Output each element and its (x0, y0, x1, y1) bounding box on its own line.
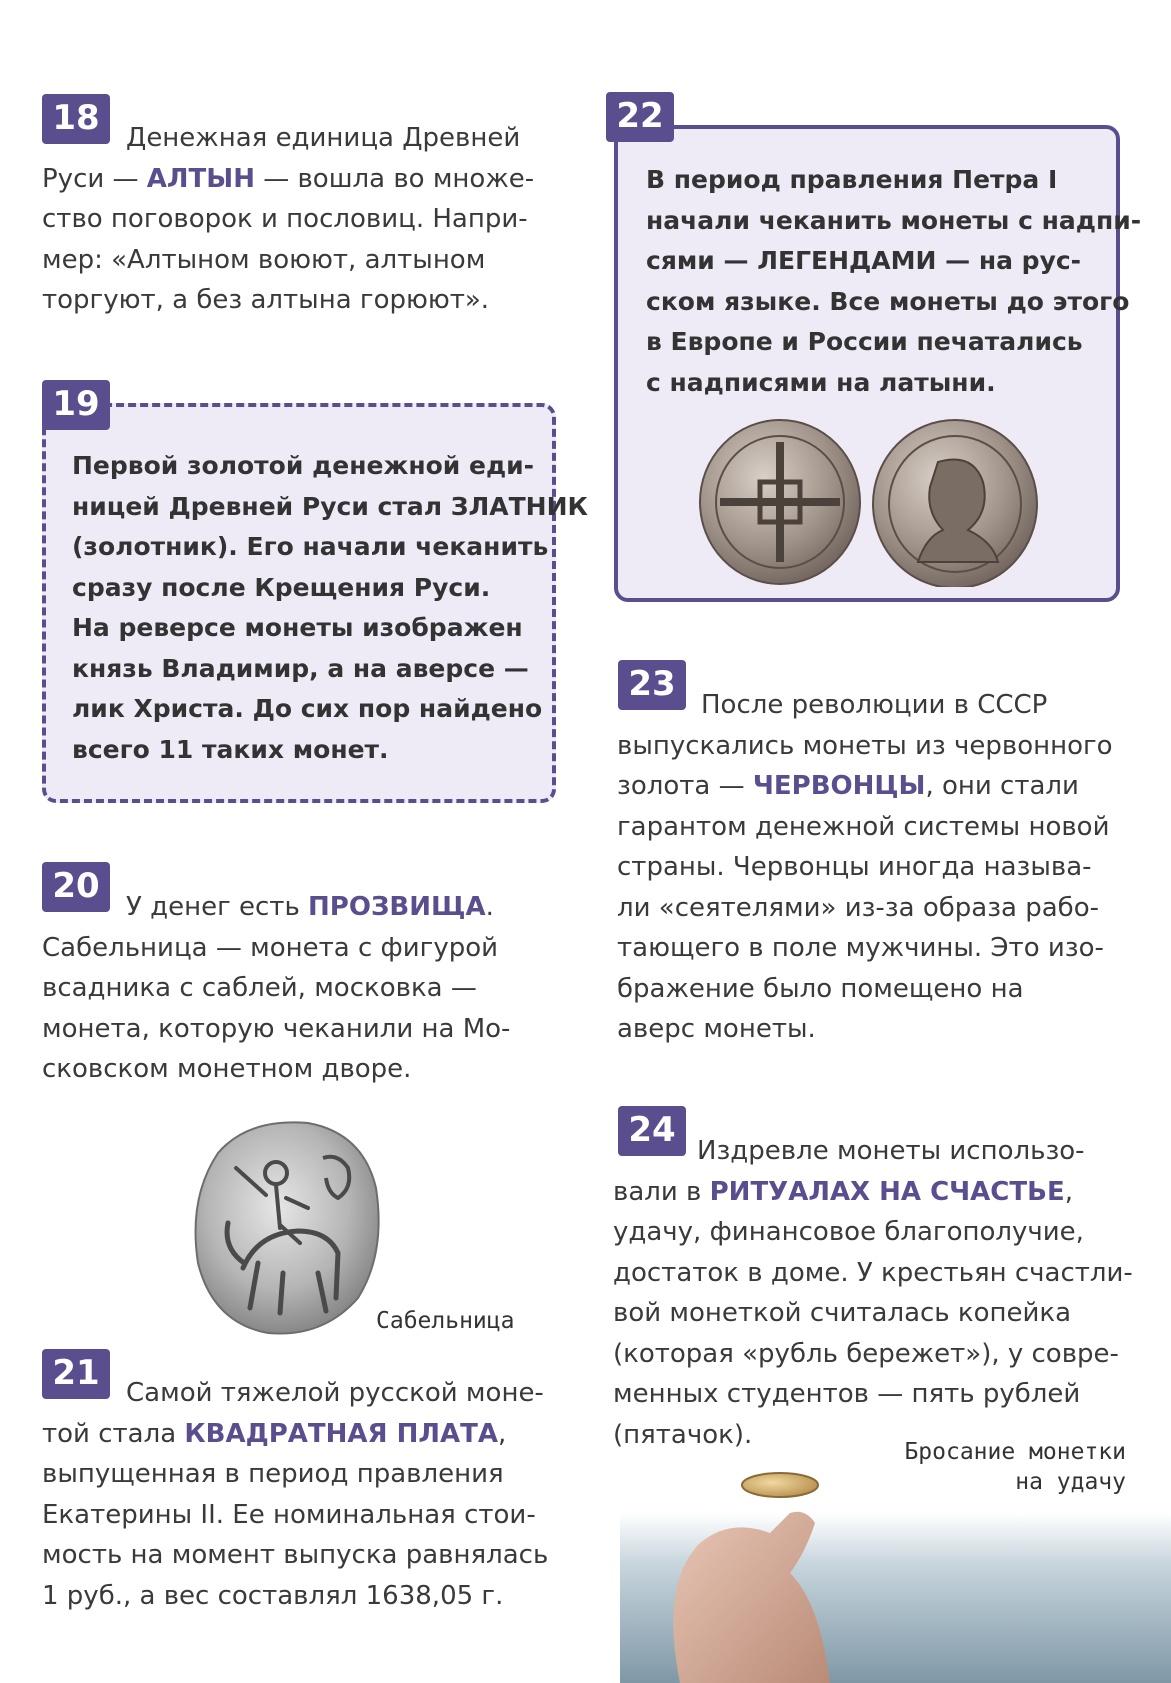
text-line (617, 685, 1113, 726)
text-line: всего 11 таких монет. (72, 734, 389, 764)
text-line (42, 1049, 510, 1090)
text-segment: ли «сеятелями» из-за образа рабо- (617, 892, 1099, 923)
fact-23-text (617, 685, 1113, 1050)
text-line (617, 847, 1113, 888)
fact-19-text (72, 446, 588, 770)
text-line (613, 1212, 1133, 1253)
text-line (42, 199, 534, 240)
text-line: в Европе и России печатались (646, 327, 1083, 356)
text-segment: торгуют, а без алтына горюют». (42, 285, 490, 315)
fact-number-24: 24 (618, 1106, 686, 1156)
text-segment: мер: «Алтыном воюют, алтыном (42, 244, 486, 275)
text-segment: вали в (613, 1176, 710, 1207)
fact-number-22: 22 (606, 92, 674, 142)
text-line (42, 1454, 548, 1495)
highlighted-term: КВАДРАТНАЯ ПЛАТА (184, 1418, 498, 1449)
text-line (42, 928, 510, 969)
text-line (42, 1495, 548, 1536)
text-segment: , они стали (925, 771, 1079, 801)
text-segment: Сабельница — монета с фигурой (42, 932, 499, 963)
coin-toss-photo (620, 1463, 1171, 1683)
highlighted-term: ЧЕРВОНЦЫ (752, 771, 926, 801)
text-segment: У денег есть (126, 892, 309, 922)
coin-toss-caption-line-2: на удачу (1015, 1469, 1126, 1495)
text-line (617, 888, 1113, 929)
text-segment: Руси — (42, 163, 147, 194)
text-line (617, 1009, 1113, 1050)
text-line: На реверсе монеты изображен (72, 613, 523, 642)
text-segment: вой монеткой считалась копейка (613, 1298, 1072, 1328)
fact-number-21: 21 (42, 1349, 110, 1399)
text-segment: Денежная единица Древней (126, 123, 521, 153)
text-segment: гарантом денежной системы новой (617, 811, 1110, 842)
text-segment: достаток в доме. У крестьян счастли- (613, 1257, 1133, 1288)
text-line (42, 887, 510, 928)
text-segment: Екатерины II. Ее номинальная стои- (42, 1499, 536, 1530)
text-line (613, 1334, 1133, 1375)
text-line (613, 1293, 1133, 1334)
text-line (42, 1373, 548, 1414)
text-segment: монета, которую чеканили на Мо- (42, 1013, 511, 1044)
text-line (613, 1374, 1133, 1415)
text-segment: (пятачок). (613, 1419, 753, 1450)
fact-number-23: 23 (618, 660, 686, 710)
text-segment: ство поговорок и пословиц. Напри- (42, 204, 528, 234)
text-line (617, 928, 1113, 969)
text-segment: всадника с саблей, московка — (42, 973, 477, 1003)
highlighted-term: ПРОЗВИЩА (308, 892, 486, 922)
fact-24-text (613, 1131, 1133, 1455)
sabelnitsa-coin-image (188, 1113, 388, 1343)
text-line: лик Христа. До сих пор найдено (72, 694, 543, 723)
text-line (613, 1172, 1133, 1213)
text-segment: выпущенная в период правления (42, 1459, 504, 1489)
text-segment: страны. Червонцы иногда называ- (617, 852, 1092, 882)
sabelnitsa-caption: Сабельница (376, 1308, 515, 1334)
fact-number-20: 20 (42, 862, 110, 912)
text-line (42, 968, 510, 1009)
text-line (42, 1535, 548, 1576)
text-segment: , (497, 1418, 507, 1449)
text-line: с надписями на латыни. (646, 367, 996, 397)
text-segment: Самой тяжелой русской моне- (126, 1378, 544, 1408)
coin-toss-caption-line-1: Бросание монетки (904, 1439, 1126, 1465)
text-line (42, 280, 534, 321)
fact-21-text (42, 1373, 548, 1616)
text-segment: , (1064, 1176, 1073, 1207)
text-line (617, 766, 1113, 807)
text-line: В период правления Петра I (646, 165, 1058, 194)
fact-22-text (646, 160, 1141, 403)
highlighted-term: РИТУАЛАХ НА СЧАСТЬЕ (709, 1176, 1065, 1207)
highlighted-term: АЛТЫН (146, 163, 255, 194)
text-segment: удачу, финансовое благополучие, (613, 1217, 1084, 1247)
text-segment: менных студентов — пять рублей (613, 1379, 1081, 1409)
text-segment: сковском монетном дворе. (42, 1054, 412, 1084)
text-line: Первой золотой денежной еди- (72, 451, 535, 480)
text-line (42, 1576, 548, 1617)
text-line (613, 1131, 1133, 1172)
text-segment: выпускались монеты из червонного (617, 730, 1113, 761)
fact-number-19: 19 (42, 380, 110, 430)
fact-18-text (42, 118, 534, 321)
text-line (617, 807, 1113, 848)
fact-20-text (42, 887, 510, 1090)
text-segment: — вошла во множе- (254, 163, 535, 194)
fact-number-18: 18 (42, 94, 110, 144)
text-line (42, 1009, 510, 1050)
text-line: начали чеканить монеты с надпи- (646, 205, 1142, 235)
text-segment: . (485, 892, 494, 922)
text-segment: аверс монеты. (617, 1014, 816, 1044)
text-line (42, 240, 534, 281)
text-line: (золотник). Его начали чеканить (72, 532, 549, 561)
text-segment: золота — (617, 771, 753, 801)
petr-coins-image (698, 412, 1058, 587)
text-line: ском языке. Все монеты до этого (646, 286, 1130, 316)
text-segment: тающего в поле мужчины. Это изо- (617, 933, 1104, 963)
text-line: сями — ЛЕГЕНДАМИ — на рус- (646, 246, 1082, 275)
text-segment: 1 руб., а вес составлял 1638,05 г. (42, 1580, 504, 1611)
text-segment: Издревле монеты использо- (697, 1136, 1085, 1166)
text-line (42, 1414, 548, 1455)
text-line (617, 969, 1113, 1010)
text-segment: мость на момент выпуска равнялась (42, 1540, 549, 1570)
text-line (613, 1253, 1133, 1294)
text-line: ницей Древней Руси стал ЗЛАТНИК (72, 491, 588, 521)
text-line (42, 118, 534, 159)
text-segment: После революции в СССР (701, 690, 1048, 720)
text-line (617, 726, 1113, 767)
text-segment: (которая «рубль бережет»), у совре- (613, 1338, 1119, 1369)
text-segment: той стала (42, 1418, 185, 1449)
text-segment: бражение было помещено на (617, 973, 1024, 1004)
text-line (42, 159, 534, 200)
text-line: князь Владимир, а на аверсе — (72, 653, 529, 683)
text-line: сразу после Крещения Руси. (72, 572, 491, 602)
